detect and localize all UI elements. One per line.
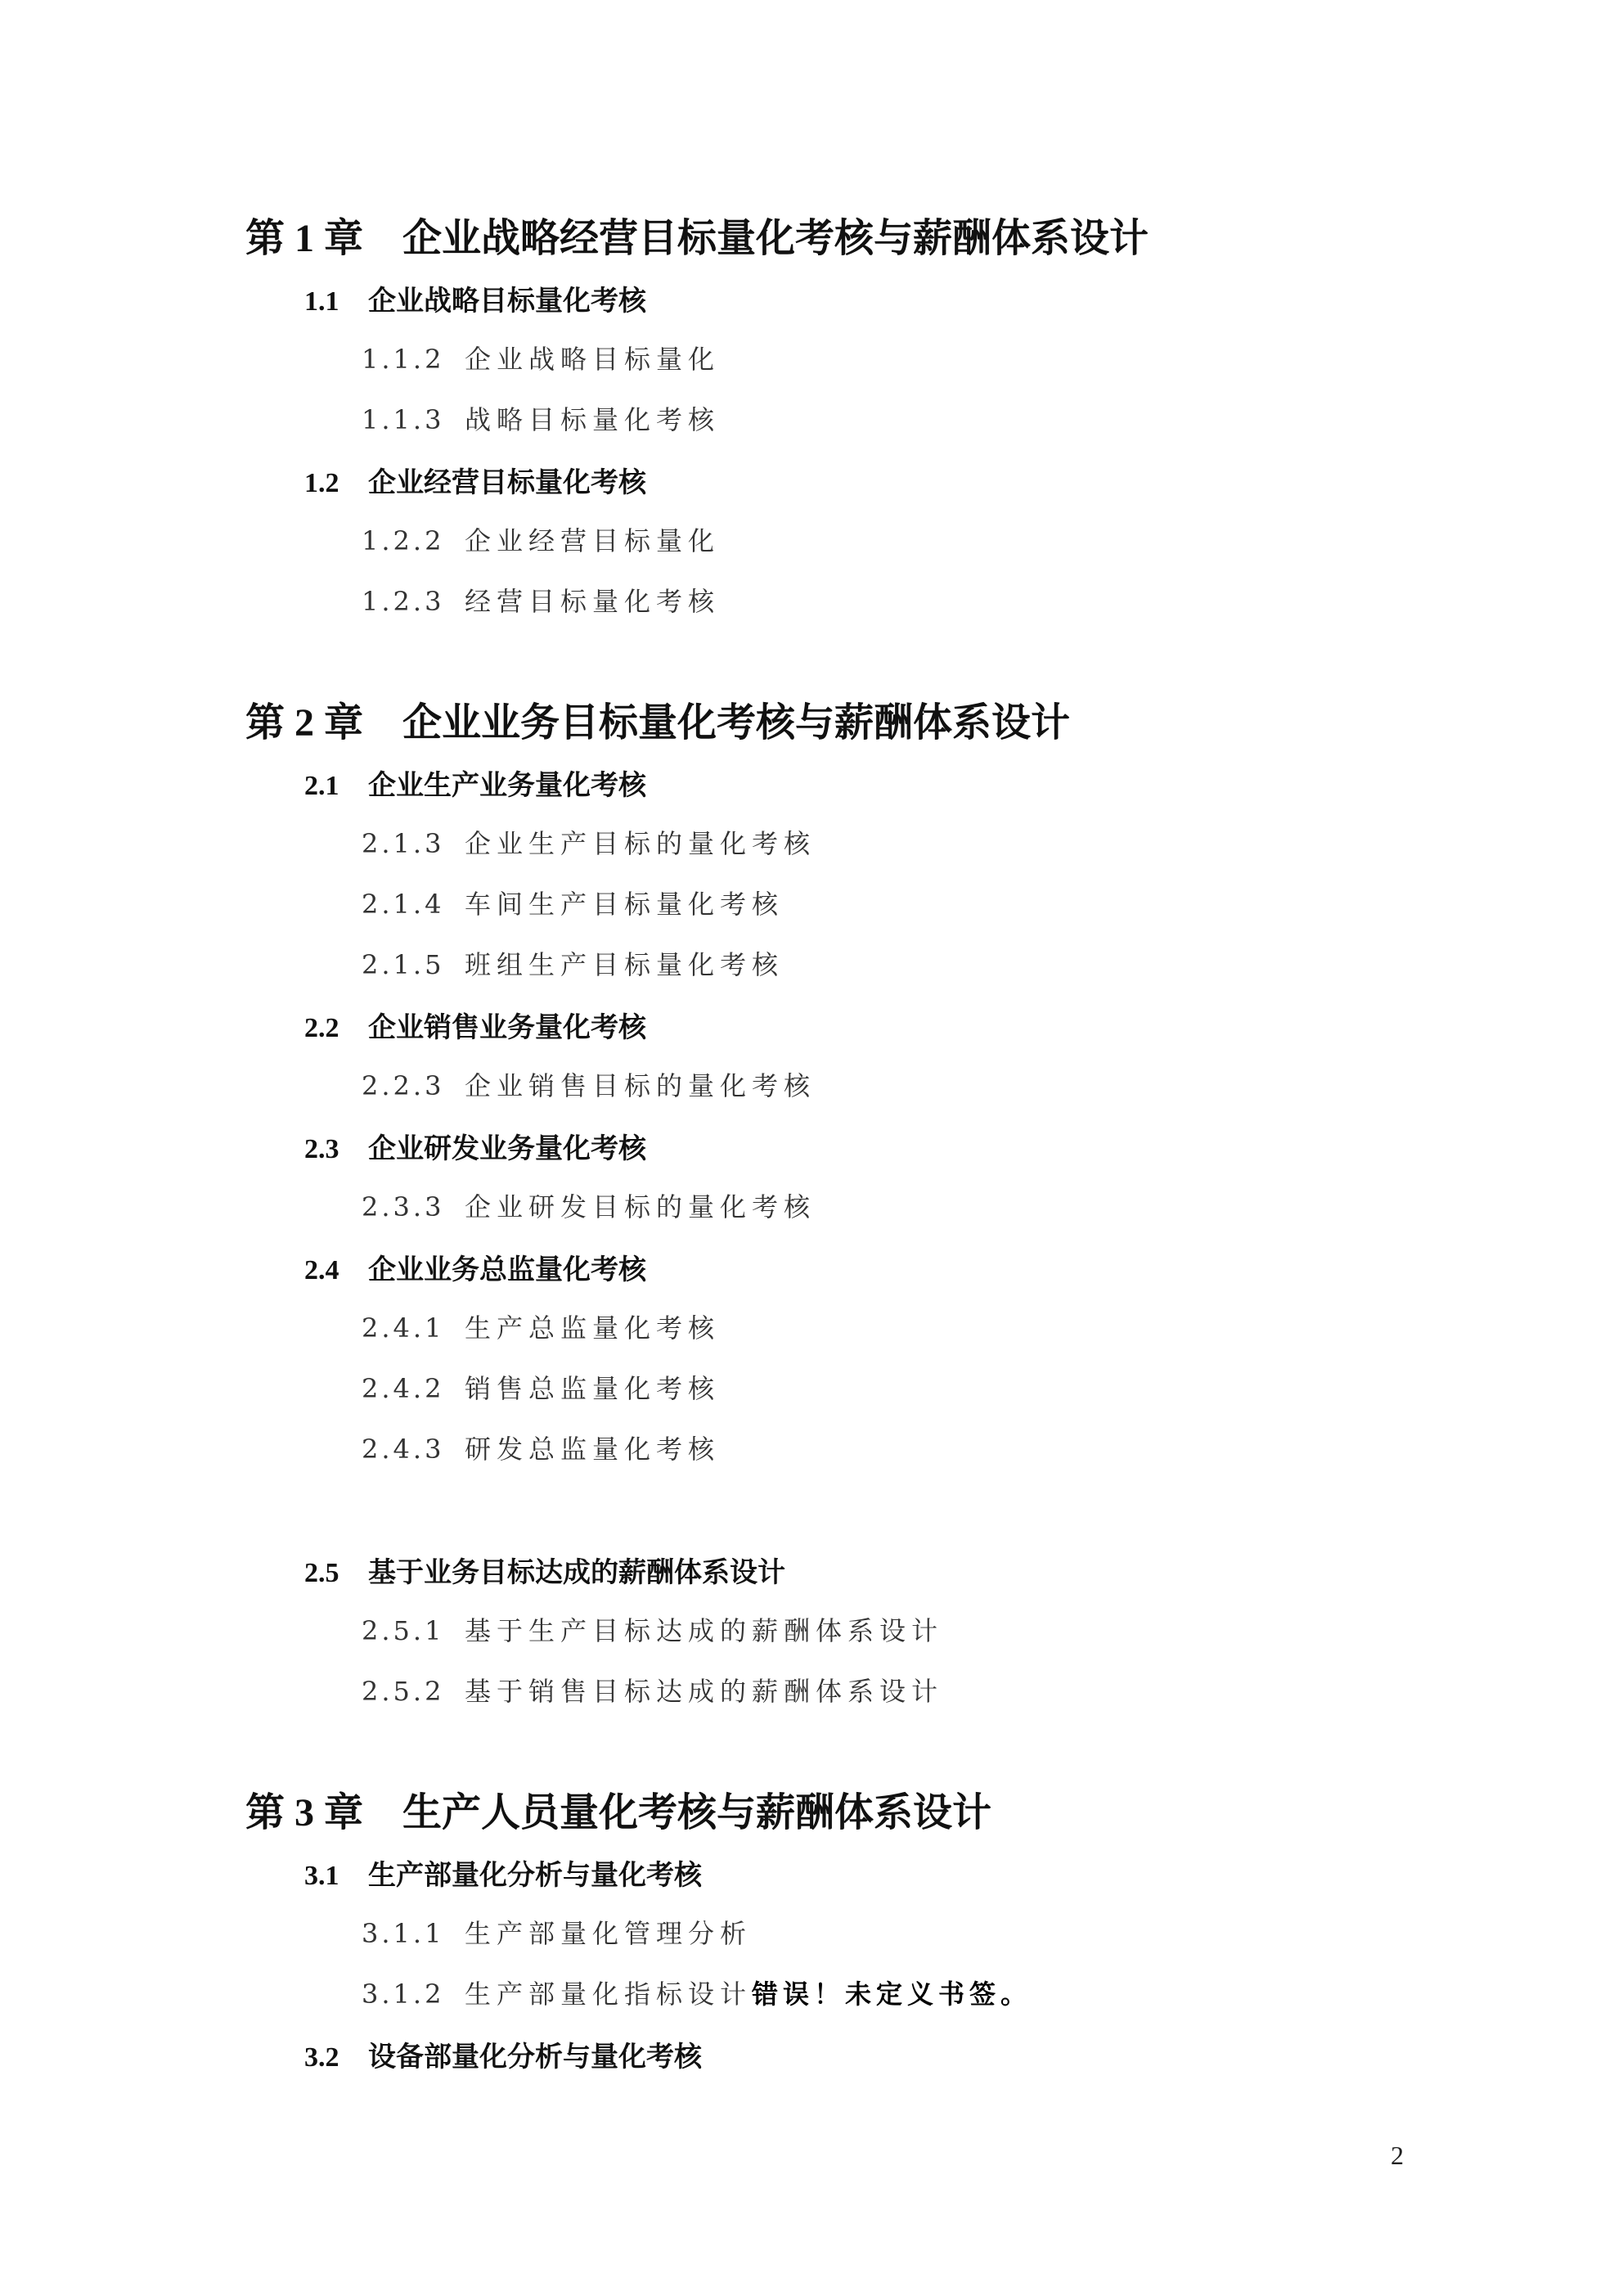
section-title: 设备部量化分析与量化考核: [368, 2041, 702, 2073]
subsection-number: 1.2.3: [362, 586, 445, 617]
toc-section-1-2[interactable]: [304, 460, 646, 500]
subsection-number: 2.4.1: [362, 1312, 445, 1344]
subsection-title: 战略目标量化考核: [465, 404, 721, 435]
section-number: 2.3: [304, 1134, 339, 1164]
subsection-title: 经营目标量化考核: [465, 586, 721, 617]
section-number: 2.4: [304, 1255, 339, 1285]
subsection-title: 车间生产目标量化考核: [465, 889, 785, 920]
chapter-number: 第 2 章: [245, 701, 364, 745]
toc-subsection-3-1-1[interactable]: [362, 1913, 752, 1951]
chapter-number: 第 3 章: [245, 1791, 364, 1835]
toc-section-1-1[interactable]: [304, 278, 646, 318]
toc-section-3-2[interactable]: [304, 2034, 702, 2074]
subsection-title: 基于销售目标达成的薪酬体系设计: [465, 1676, 944, 1707]
toc-subsection-2-3-3[interactable]: [362, 1186, 816, 1224]
subsection-title: 生产总监量化考核: [465, 1312, 721, 1344]
section-number: 2.5: [304, 1558, 339, 1588]
subsection-number: 3.1.2: [362, 1979, 445, 2010]
section-number: 3.1: [304, 1861, 339, 1891]
toc-chapter-2[interactable]: [245, 691, 1070, 747]
toc-section-3-1[interactable]: [304, 1853, 702, 1893]
chapter-number: 第 1 章: [245, 217, 364, 260]
toc-subsection-2-1-4[interactable]: [362, 884, 784, 921]
section-title: 基于业务目标达成的薪酬体系设计: [368, 1556, 785, 1589]
page-number: 2: [1391, 2141, 1404, 2170]
subsection-number: 1.1.2: [362, 344, 445, 375]
subsection-title: 企业经营目标量化: [465, 525, 721, 556]
chapter-title: 企业业务目标量化考核与薪酬体系设计: [402, 700, 1071, 745]
subsection-number: 2.2.3: [362, 1070, 445, 1101]
subsection-number: 1.1.3: [362, 404, 445, 435]
chapter-title: 生产人员量化考核与薪酬体系设计: [402, 1790, 992, 1835]
section-title: 企业战略目标量化考核: [368, 285, 646, 317]
section-number: 1.2: [304, 468, 339, 498]
subsection-number: 3.1.1: [362, 1918, 445, 1949]
subsection-number: 2.1.3: [362, 828, 445, 859]
section-title: 企业研发业务量化考核: [368, 1132, 646, 1165]
subsection-title: 销售总监量化考核: [465, 1373, 721, 1404]
toc-subsection-1-1-3[interactable]: [362, 399, 720, 437]
section-title: 企业经营目标量化考核: [368, 466, 646, 499]
subsection-title: 企业战略目标量化: [465, 344, 721, 375]
chapter-title: 企业战略经营目标量化考核与薪酬体系设计: [402, 215, 1149, 261]
bookmark-error-text: 错误！未定义书签。: [752, 1979, 1032, 2010]
toc-subsection-2-2-3[interactable]: [362, 1065, 816, 1103]
subsection-number: 2.4.3: [362, 1434, 445, 1465]
subsection-title: 企业销售目标的量化考核: [465, 1070, 816, 1101]
subsection-title: 生产部量化管理分析: [465, 1918, 753, 1949]
subsection-number: 2.4.2: [362, 1373, 445, 1404]
subsection-number: 2.1.4: [362, 889, 445, 920]
toc-subsection-2-5-1[interactable]: [362, 1610, 943, 1648]
section-title: 企业业务总监量化考核: [368, 1254, 646, 1286]
toc-subsection-2-1-5[interactable]: [362, 944, 784, 982]
toc-section-2-2[interactable]: [304, 1005, 646, 1045]
subsection-number: 2.3.3: [362, 1191, 445, 1222]
toc-subsection-1-1-2[interactable]: [362, 339, 720, 376]
toc-subsection-1-2-2[interactable]: [362, 520, 720, 558]
section-title: 生产部量化分析与量化考核: [368, 1859, 702, 1892]
toc-subsection-3-1-2[interactable]: [362, 1974, 1032, 2011]
subsection-number: 2.1.5: [362, 949, 445, 980]
toc-subsection-2-1-3[interactable]: [362, 823, 816, 861]
subsection-number: 2.5.1: [362, 1615, 445, 1646]
section-title: 企业销售业务量化考核: [368, 1011, 646, 1044]
section-number: 3.2: [304, 2042, 339, 2073]
toc-section-2-4[interactable]: [304, 1247, 646, 1287]
section-number: 1.1: [304, 286, 339, 317]
subsection-number: 2.5.2: [362, 1676, 445, 1707]
subsection-title: 生产部量化指标设计: [465, 1979, 753, 2010]
toc-section-2-1[interactable]: [304, 763, 646, 803]
toc-subsection-1-2-3[interactable]: [362, 581, 720, 619]
subsection-title: 企业生产目标的量化考核: [465, 828, 816, 859]
toc-section-2-3[interactable]: [304, 1126, 646, 1166]
toc-subsection-2-5-2[interactable]: [362, 1671, 943, 1708]
toc-subsection-2-4-3[interactable]: [362, 1429, 720, 1466]
subsection-number: 1.2.2: [362, 525, 445, 556]
toc-subsection-2-4-1[interactable]: [362, 1308, 720, 1345]
section-number: 2.1: [304, 771, 339, 801]
subsection-title: 企业研发目标的量化考核: [465, 1191, 816, 1222]
section-number: 2.2: [304, 1013, 339, 1043]
toc-subsection-2-4-2[interactable]: [362, 1368, 720, 1406]
subsection-title: 基于生产目标达成的薪酬体系设计: [465, 1615, 944, 1646]
toc-chapter-1[interactable]: [245, 206, 1149, 263]
section-title: 企业生产业务量化考核: [368, 769, 646, 802]
toc-section-2-5[interactable]: [304, 1550, 785, 1590]
subsection-title: 研发总监量化考核: [465, 1434, 721, 1465]
toc-chapter-3[interactable]: [245, 1781, 991, 1837]
subsection-title: 班组生产目标量化考核: [465, 949, 785, 980]
